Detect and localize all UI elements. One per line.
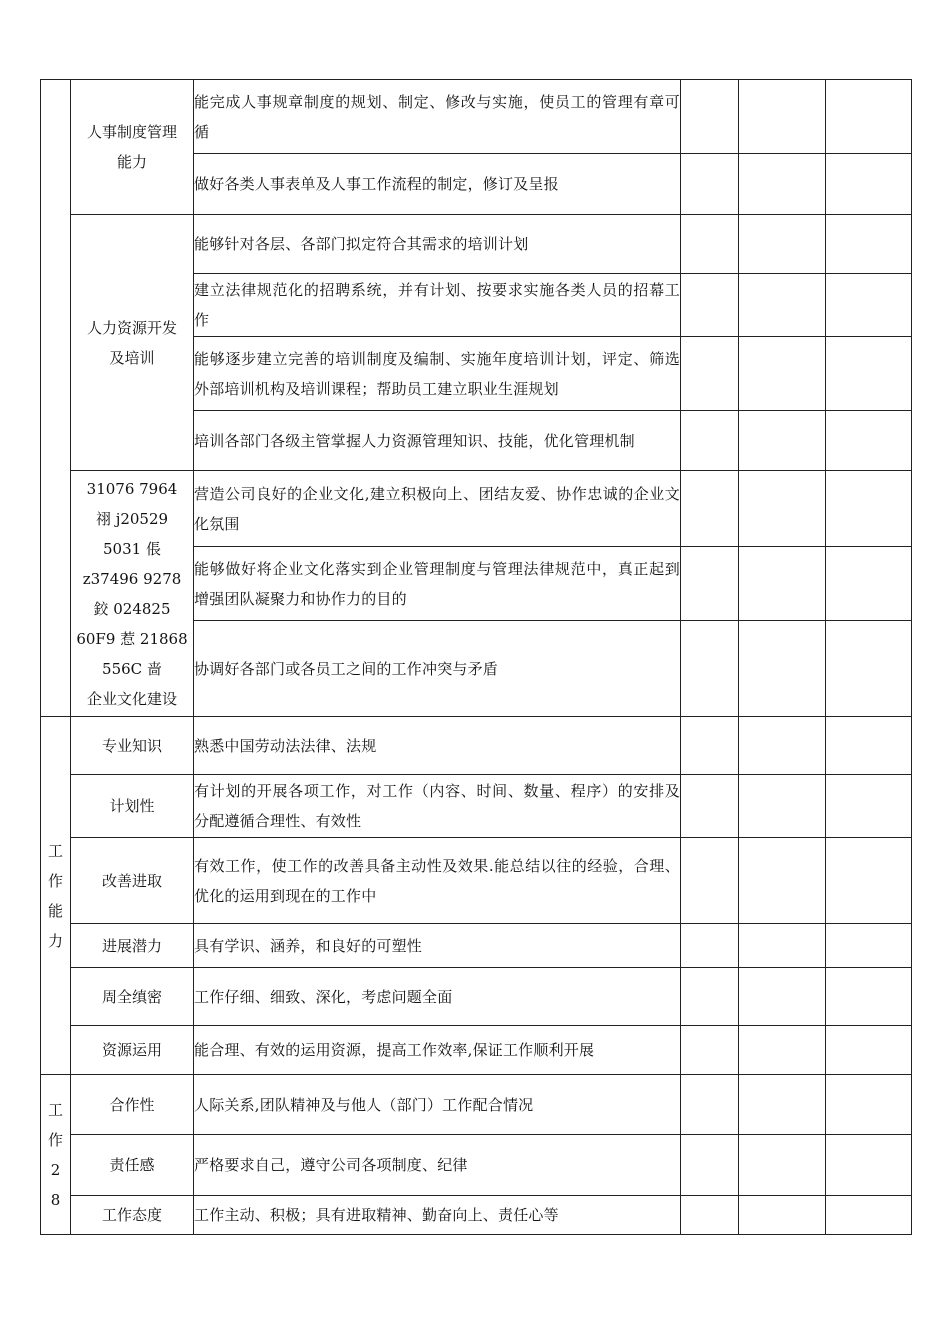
score-cell[interactable] [826, 337, 912, 411]
category-line: 人事制度管理 [86, 123, 177, 141]
score-cell[interactable] [826, 80, 912, 154]
category-line: 556C 啬 [102, 659, 162, 678]
score-cell[interactable] [739, 621, 826, 717]
category-potential: 进展潜力 [71, 924, 194, 968]
score-cell[interactable] [739, 547, 826, 621]
score-cell[interactable] [681, 154, 739, 215]
score-cell[interactable] [826, 838, 912, 924]
section-line: 工 [47, 1100, 63, 1119]
score-cell[interactable] [681, 1135, 739, 1196]
score-cell[interactable] [739, 717, 826, 775]
score-cell[interactable] [826, 1135, 912, 1196]
score-cell[interactable] [826, 1075, 912, 1135]
section-line: 力 [47, 931, 63, 950]
category-professional-knowledge: 专业知识 [71, 717, 194, 775]
criteria-text: 有计划的开展各项工作，对工作（内容、时间、数量、程序）的安排及分配遵循合理性、有效性 [194, 775, 681, 838]
section-line: 2 [50, 1160, 61, 1179]
score-cell[interactable] [681, 775, 739, 838]
category-planning: 计划性 [71, 775, 194, 838]
score-cell[interactable] [739, 471, 826, 547]
section-line: 工 [47, 841, 63, 860]
table-row [41, 775, 912, 838]
category-line: 60F9 惹 21868 [76, 629, 188, 648]
score-cell[interactable] [826, 717, 912, 775]
category-corporate-culture [71, 471, 194, 717]
category-responsibility: 责任感 [71, 1135, 194, 1196]
score-cell[interactable] [681, 80, 739, 154]
criteria-text: 培训各部门各级主管掌握人力资源管理知识、技能，优化管理机制 [194, 411, 681, 471]
section-line: 8 [50, 1190, 61, 1209]
score-cell[interactable] [826, 274, 912, 337]
score-cell[interactable] [681, 337, 739, 411]
score-cell[interactable] [739, 215, 826, 274]
table-row [41, 968, 912, 1026]
score-cell[interactable] [826, 411, 912, 471]
score-cell[interactable] [739, 775, 826, 838]
criteria-text: 有效工作，使工作的改善具备主动性及效果.能总结以往的经验，合理、优化的运用到现在的工作中 [194, 838, 681, 924]
score-cell[interactable] [739, 1196, 826, 1235]
category-cooperation: 合作性 [71, 1075, 194, 1135]
score-cell[interactable] [681, 1075, 739, 1135]
table-row [41, 215, 912, 274]
criteria-text: 能合理、有效的运用资源，提高工作效率,保证工作顺利开展 [194, 1026, 681, 1075]
score-cell[interactable] [826, 968, 912, 1026]
score-cell[interactable] [681, 1196, 739, 1235]
score-cell[interactable] [681, 838, 739, 924]
table-row [41, 471, 912, 547]
criteria-text: 工作主动、积极；具有进取精神、勤奋向上、责任心等 [194, 1196, 681, 1235]
section-line: 作 [47, 1130, 63, 1149]
criteria-text: 严格要求自己，遵守公司各项制度、纪律 [194, 1135, 681, 1196]
criteria-text: 具有学识、涵养，和良好的可塑性 [194, 924, 681, 968]
category-hr-development [71, 215, 194, 471]
score-cell[interactable] [739, 1026, 826, 1075]
evaluation-table [40, 79, 912, 1235]
score-cell[interactable] [681, 1026, 739, 1075]
score-cell[interactable] [739, 274, 826, 337]
score-cell[interactable] [826, 1026, 912, 1075]
score-cell[interactable] [826, 621, 912, 717]
category-improvement: 改善进取 [71, 838, 194, 924]
criteria-text: 能够做好将企业文化落实到企业管理制度与管理法律规范中，真正起到增强团队凝聚力和协作力的目的 [194, 547, 681, 621]
category-resource-use: 资源运用 [71, 1026, 194, 1075]
score-cell[interactable] [826, 547, 912, 621]
criteria-text: 工作仔细、细致、深化，考虑问题全面 [194, 968, 681, 1026]
category-line: 能力 [116, 153, 147, 171]
score-cell[interactable] [681, 274, 739, 337]
score-cell[interactable] [739, 924, 826, 968]
criteria-text: 协调好各部门或各员工之间的工作冲突与矛盾 [194, 621, 681, 717]
category-line: 及培训 [109, 348, 155, 367]
table-row [41, 717, 912, 775]
table-row [41, 80, 912, 154]
score-cell[interactable] [739, 80, 826, 154]
score-cell[interactable] [681, 924, 739, 968]
section-cell-management [41, 80, 71, 717]
score-cell[interactable] [826, 471, 912, 547]
score-cell[interactable] [826, 1196, 912, 1235]
score-cell[interactable] [826, 924, 912, 968]
category-line: 31076 7964 [86, 479, 178, 498]
table-row [41, 1196, 912, 1235]
score-cell[interactable] [681, 215, 739, 274]
score-cell[interactable] [681, 717, 739, 775]
criteria-text: 建立法律规范化的招聘系统，并有计划、按要求实施各类人员的招幕工作 [194, 274, 681, 337]
criteria-text: 能完成人事规章制度的规划、制定、修改与实施，使员工的管理有章可循 [194, 80, 681, 154]
section-line: 作 [47, 871, 63, 890]
table-row [41, 1075, 912, 1135]
category-line: 鉸 024825 [93, 599, 171, 618]
score-cell[interactable] [826, 154, 912, 215]
score-cell[interactable] [739, 411, 826, 471]
criteria-text: 人际关系,团队精神及与他人（部门）工作配合情况 [194, 1075, 681, 1135]
section-line: 能 [47, 901, 63, 920]
criteria-text: 营造公司良好的企业文化,建立积极向上、团结友爱、协作忠诚的企业文化氛围 [194, 471, 681, 547]
score-cell[interactable] [739, 838, 826, 924]
table-row [41, 1135, 912, 1196]
section-cell-work-attitude [41, 1075, 71, 1235]
criteria-text: 做好各类人事表单及人事工作流程的制定，修订及呈报 [194, 154, 681, 215]
category-line: 5031 倀 [103, 539, 161, 558]
score-cell[interactable] [681, 621, 739, 717]
score-cell[interactable] [681, 547, 739, 621]
criteria-text: 熟悉中国劳动法法律、法规 [194, 717, 681, 775]
score-cell[interactable] [681, 471, 739, 547]
score-cell[interactable] [826, 775, 912, 838]
category-line: 祤 j20529 [95, 509, 169, 528]
criteria-text: 能够针对各层、各部门拟定符合其需求的培训计划 [194, 215, 681, 274]
category-work-attitude: 工作态度 [71, 1196, 194, 1235]
table-row [41, 838, 912, 924]
score-cell[interactable] [739, 1075, 826, 1135]
category-personnel-system [71, 80, 194, 215]
score-cell[interactable] [826, 215, 912, 274]
score-cell[interactable] [681, 411, 739, 471]
table-row [41, 924, 912, 968]
table-row [41, 1026, 912, 1075]
category-line: z37496 9278 [82, 569, 182, 588]
score-cell[interactable] [739, 1135, 826, 1196]
score-cell[interactable] [681, 968, 739, 1026]
score-cell[interactable] [739, 154, 826, 215]
category-thoroughness: 周全缜密 [71, 968, 194, 1026]
criteria-text: 能够逐步建立完善的培训制度及编制、实施年度培训计划，评定、筛选外部培训机构及培训课程；帮助员工建立职业生涯规划 [194, 337, 681, 411]
score-cell[interactable] [739, 337, 826, 411]
category-line: 人力资源开发 [86, 318, 177, 337]
score-cell[interactable] [739, 968, 826, 1026]
section-cell-work-ability [41, 717, 71, 1075]
category-line: 企业文化建设 [86, 689, 177, 708]
